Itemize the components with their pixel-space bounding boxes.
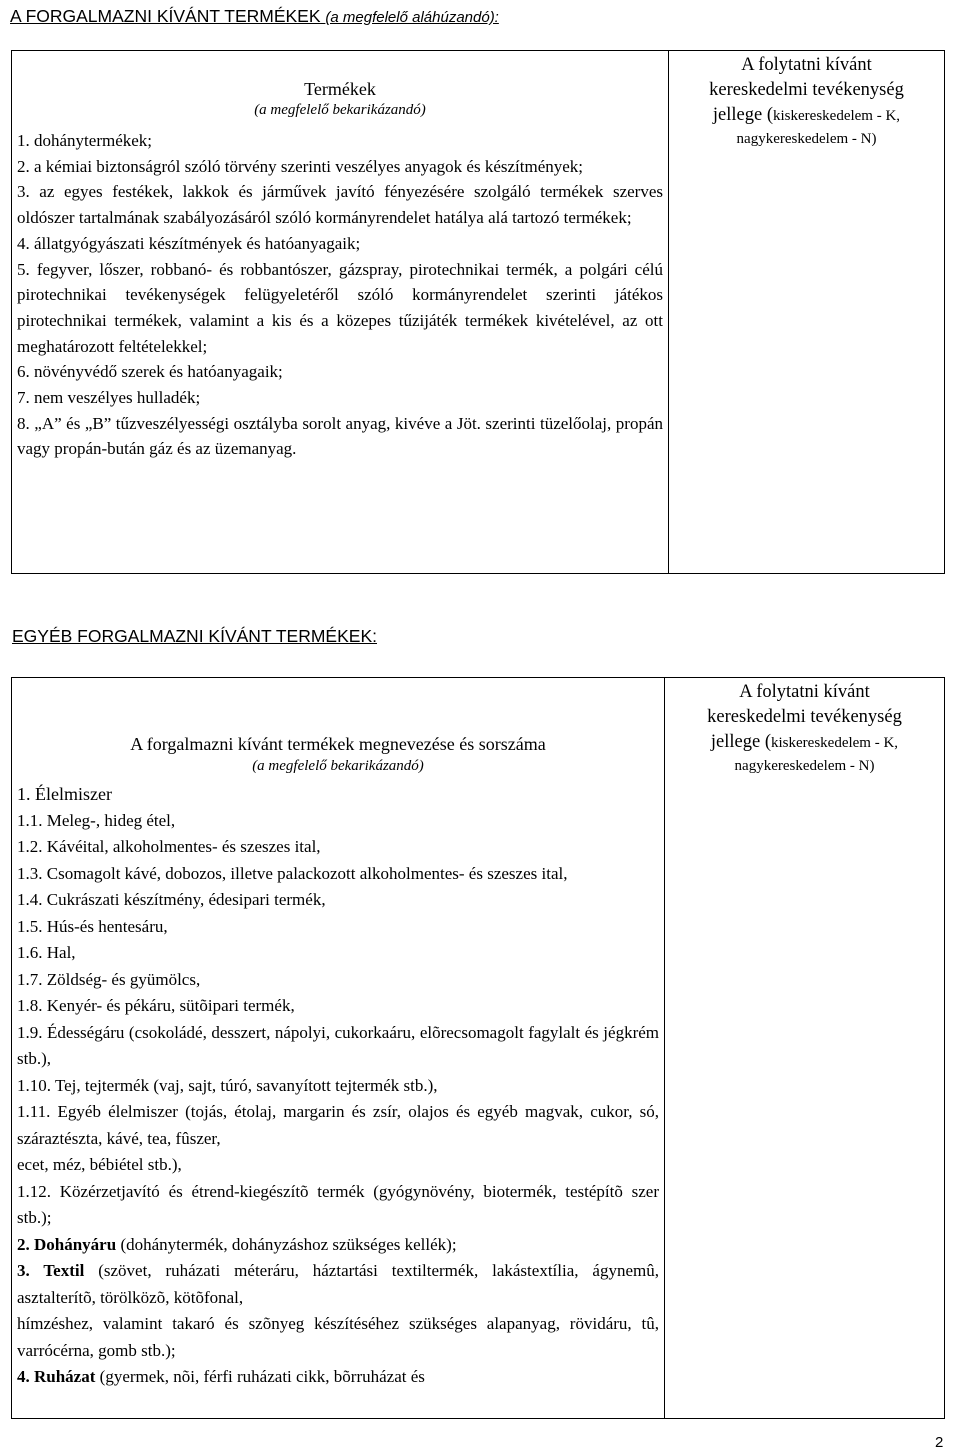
list-item[interactable]: 7. nem veszélyes hulladék; [17,388,201,408]
page-number: 2 [935,1434,944,1451]
list-item[interactable]: 1.11. Egyéb élelmiszer (tojás, étolaj, margarin és zsír, olajos és egyéb magvak, cukor, só, száraztészta, kávé, tea, fûszer, [17,1102,659,1148]
other-products-table [11,677,945,1419]
list-item[interactable]: 1. dohánytermékek; [17,131,153,150]
list-item[interactable]: 1.5. Hús-és hentesáru, [17,916,168,936]
list-item[interactable]: 8. „A” és „B” tűzveszélyességi osztályba sorolt anyag, kivéve a Jöt. szerinti tüzelőolaj, propán vagy propán-bután gáz és az üzemanyag. [17,413,663,459]
list-item-textile-continued[interactable]: hímzéshez, valamint takaró és szõnyeg készítéséhez szükséges alapanyag, rövidáru, tû, varrócérna, gomb stb.); [17,1314,659,1360]
regulated-products-table [11,50,945,574]
activity-type-cell[interactable] [669,51,945,574]
list-item[interactable]: 4. állatgyógyászati készítmények és hatóanyagaik; [17,233,361,253]
products-subheader: (a megfelelő bekarikázandó) [254,102,426,118]
activity-type-header: A folytatni kívánt kereskedelmi tevékenység jellege (kiskereskedelem - K, nagykereskedelem - N) [707,682,902,774]
list-item-clothing[interactable]: 4. Ruházat (gyermek, nõi, férfi ruházati cikk, bõrruházat és [17,1367,425,1386]
products-list [17,128,663,462]
list-item[interactable]: 1.6. Hal, [17,943,76,962]
section1-title: A FORGALMAZNI KÍVÁNT TERMÉKEK (a megfelelő aláhúzandó): [10,6,499,26]
list-item[interactable]: 1.8. Kenyér- és pékáru, sütõipari termék, [17,996,295,1015]
products-header: A forgalmazni kívánt termékek megnevezése és sorszáma (a megfelelő bekarikázandó) [17,678,659,777]
list-item[interactable]: 1.12. Közérzetjavító és étrend-kiegészítõ termék (gyógynövény, biotermék, testépítõ szer stb.); [17,1181,659,1227]
list-item[interactable]: 1.9. Édességáru (csokoládé, desszert, nápolyi, cukorkaáru, elõrecsomagolt fagylalt és jégkrém stb.), [17,1022,659,1068]
activity-type-header: A folytatni kívánt kereskedelmi tevékenység jellege (kiskereskedelem - K, nagykereskedelem - N) [709,55,904,147]
list-item[interactable]: ecet, méz, bébiétel stb.), [17,1155,182,1174]
group-title-food[interactable]: 1. Élelmiszer [17,784,112,804]
list-item[interactable]: 1.4. Cukrászati készítmény, édesipari termék, [17,890,326,909]
list-item[interactable]: 3. az egyes festékek, lakkok és járművek javító fényezésére szolgáló termékek szerves oldószer tartalmának szabályozásáról szóló kormányrendelet hatálya alá tartozó termékek; [17,182,663,228]
section2-title: EGYÉB FORGALMAZNI KÍVÁNT TERMÉKEK: [12,626,377,646]
list-item[interactable]: 6. növényvédő szerek és hatóanyagaik; [17,362,283,382]
list-item[interactable]: 1.10. Tej, tejtermék (vaj, sajt, túró, savanyított tejtermék stb.), [17,1075,438,1095]
list-item[interactable]: 1.1. Meleg-, hideg étel, [17,810,176,830]
section1-title-note: (a megfelelő aláhúzandó): [325,9,499,26]
list-item-textile[interactable]: 3. Textil (szövet, ruházati méteráru, háztartási textiltermék, lakástextília, ágynemû, asztalterítõ, törölközõ, kötõfonal, [17,1261,659,1307]
products-header: Termékek (a megfelelő bekarikázandó) [17,51,663,121]
list-item[interactable]: 1.7. Zöldség- és gyümölcs, [17,969,201,989]
products-list [17,781,659,1391]
products-cell [12,678,665,1419]
list-item[interactable]: 5. fegyver, lőszer, robbanó- és robbantószer, gázspray, pirotechnikai termék, a polgári célú pirotechnikai tevékenységek felügyeletéről szóló kormányrendelet szerinti játékos pirotechnikai termékek, valamint a kis és a közepes tűzijáték termékek kivételével, az ott meghatározott feltételekkel; [17,259,663,356]
list-item[interactable]: 2. a kémiai biztonságról szóló törvény szerinti veszélyes anyagok és készítmények; [17,156,584,176]
activity-type-cell[interactable] [665,678,945,1419]
list-item[interactable]: 1.2. Kávéital, alkoholmentes- és szeszes ital, [17,837,321,856]
list-item[interactable]: 1.3. Csomagolt kávé, dobozos, illetve palackozott alkoholmentes- és szeszes ital, [17,863,568,883]
list-item-tobacco[interactable]: 2. Dohányáru (dohánytermék, dohányzáshoz szükséges kellék); [17,1234,457,1254]
products-subheader: (a megfelelő bekarikázandó) [252,758,424,774]
products-cell [12,51,669,574]
